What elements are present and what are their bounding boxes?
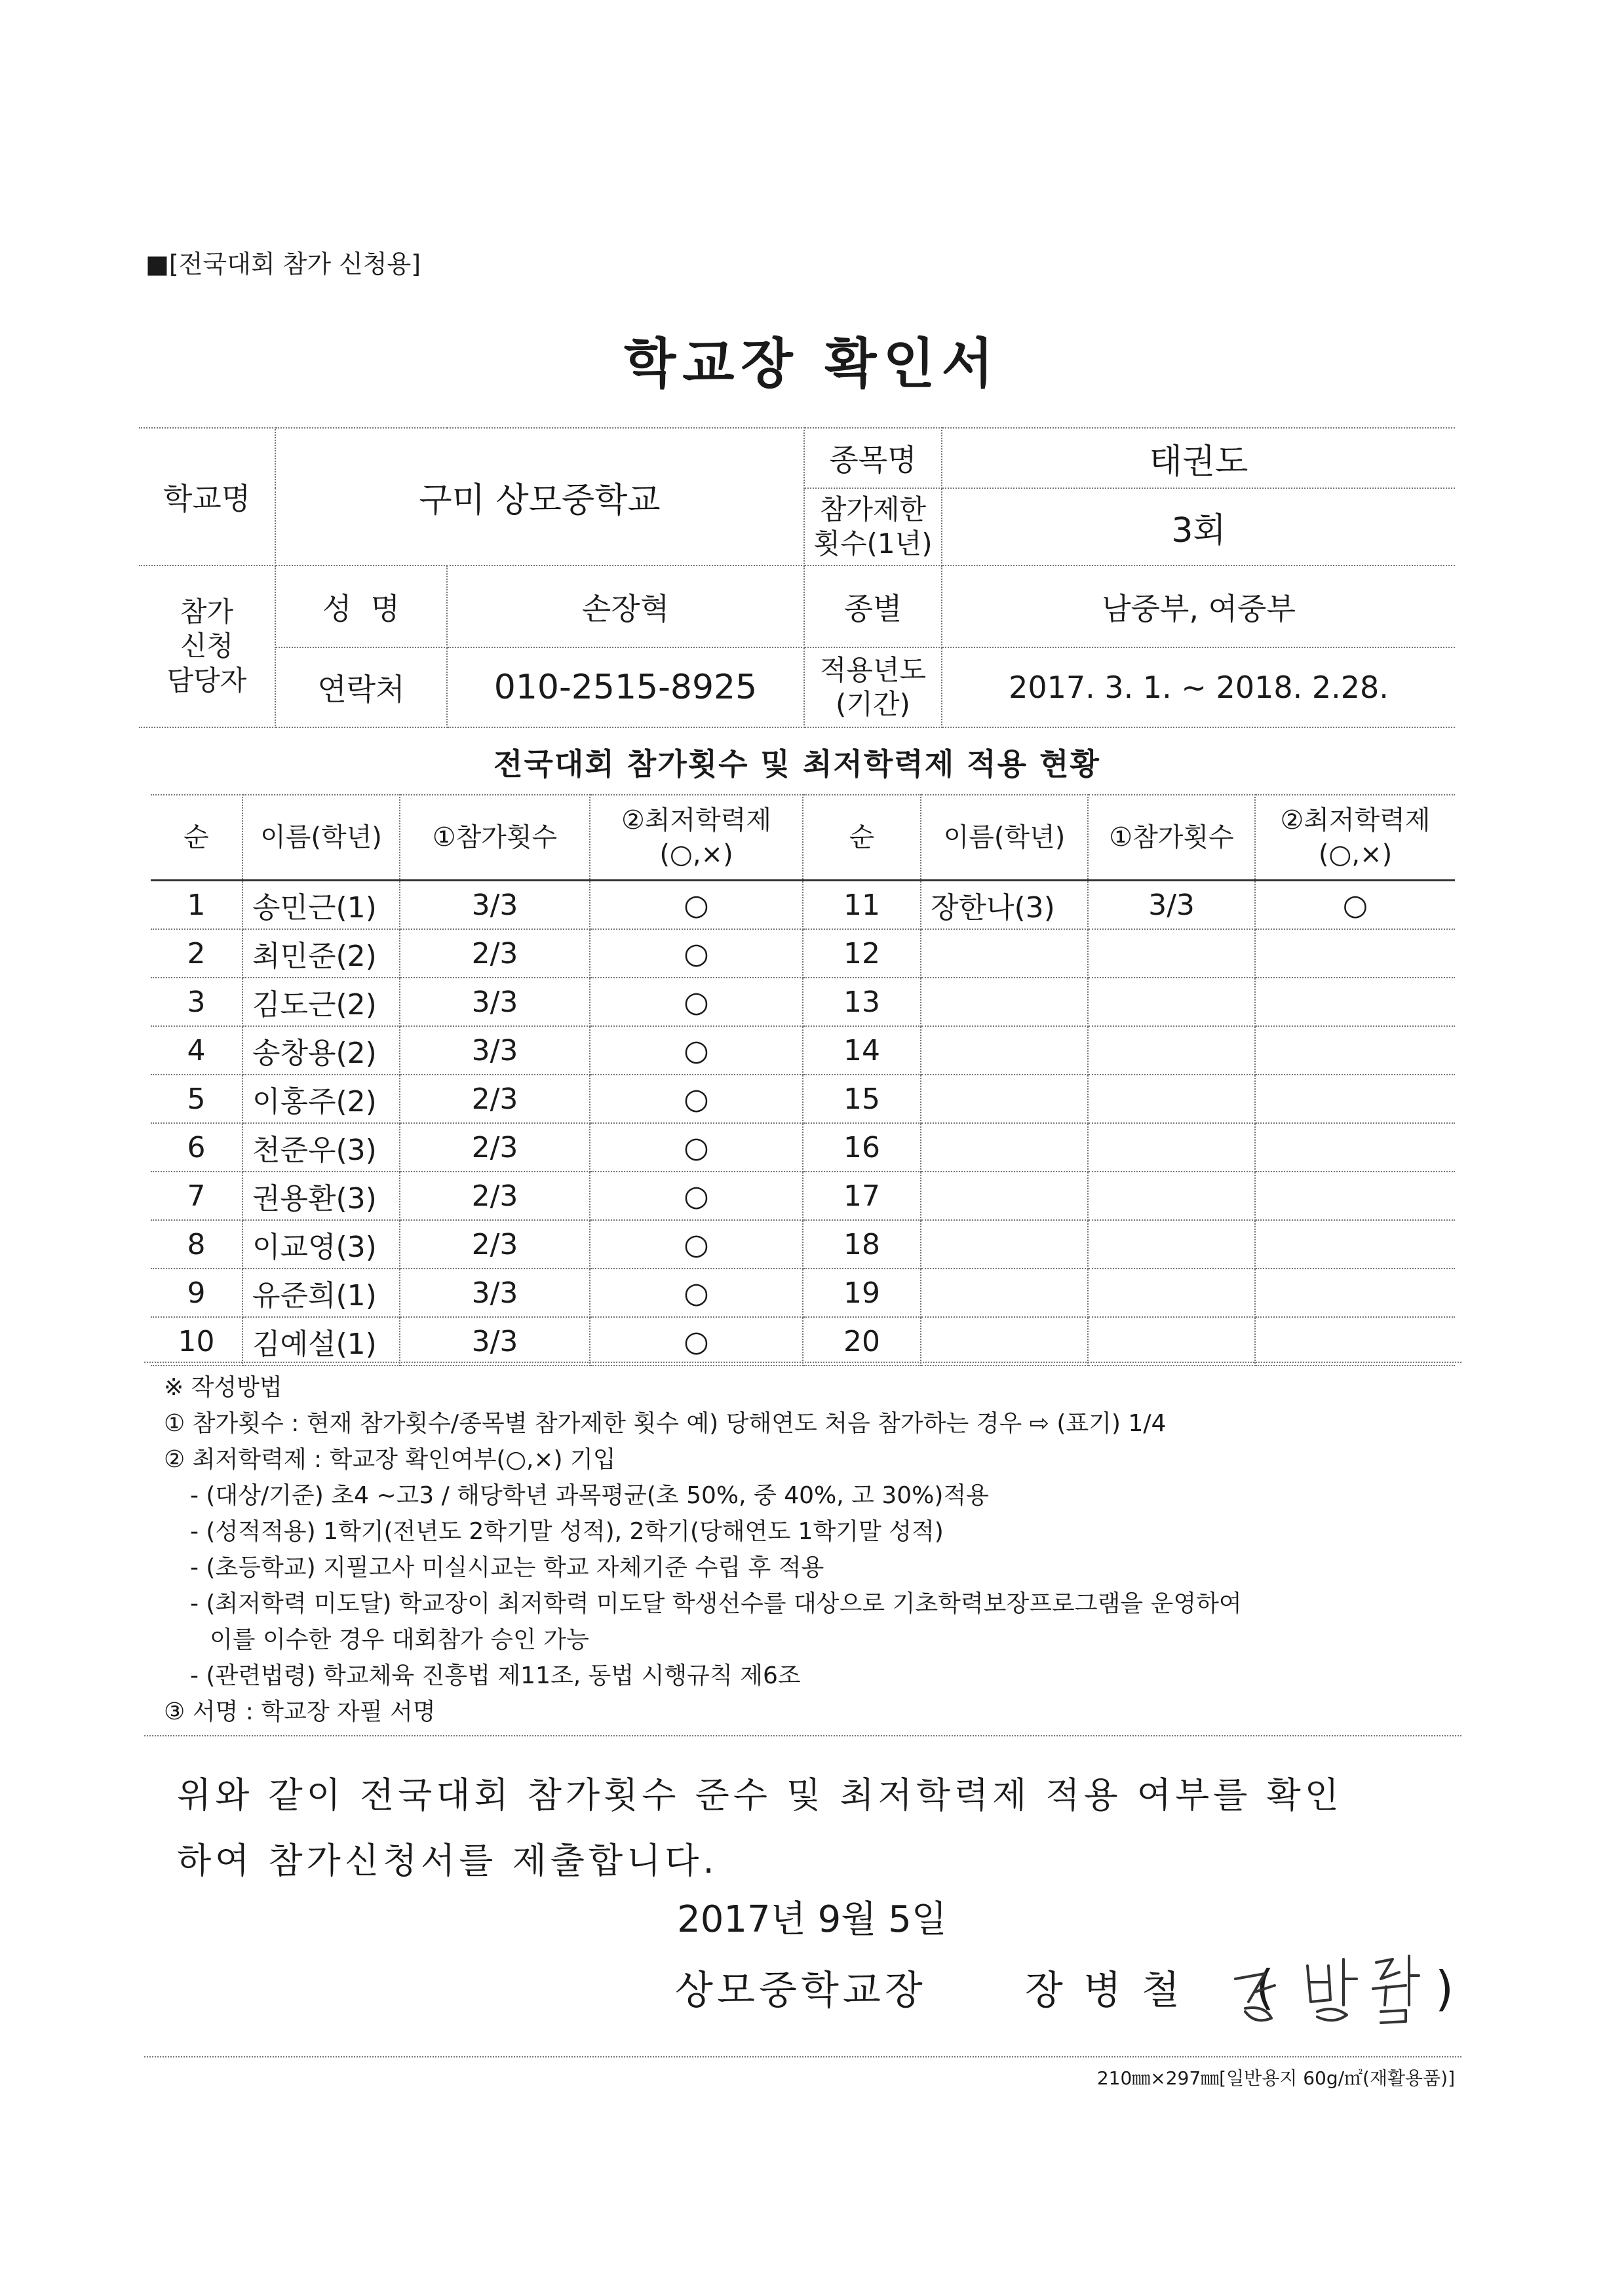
form-tag: ■[전국대회 참가 신청용] bbox=[145, 250, 421, 278]
participation-count-right bbox=[1088, 1026, 1255, 1075]
row-no-left: 5 bbox=[151, 1075, 242, 1123]
participation-count-left: 3/3 bbox=[400, 1026, 590, 1075]
participation-count-left: 2/3 bbox=[400, 1172, 590, 1220]
min-standard-left: ○ bbox=[590, 929, 803, 978]
name-label: 성 명 bbox=[275, 565, 447, 647]
note-law: - (관련법령) 학교체육 진흥법 제11조, 동법 시행규칙 제6조 bbox=[190, 1662, 801, 1689]
participation-count-left: 2/3 bbox=[400, 929, 590, 978]
contact-label: 연락처 bbox=[275, 647, 447, 727]
student-name-left: 이홍주(2) bbox=[242, 1075, 400, 1123]
note-sign: ③ 서명 : 학교장 자필 서명 bbox=[164, 1698, 436, 1725]
school-name: 구미 상모중학교 bbox=[275, 428, 804, 565]
student-name-left: 송민근(1) bbox=[242, 881, 400, 930]
table-row bbox=[151, 881, 1455, 930]
student-name-left: 이교영(3) bbox=[242, 1220, 400, 1269]
table-header-row bbox=[151, 795, 1455, 881]
min-standard-right bbox=[1255, 1026, 1455, 1075]
student-name-right bbox=[921, 1269, 1088, 1317]
student-name-right: 장한나(3) bbox=[921, 881, 1088, 930]
division-value: 남중부, 여중부 bbox=[942, 565, 1455, 647]
min-standard-left: ○ bbox=[590, 978, 803, 1026]
limit-label-line1: 참가제한 bbox=[819, 493, 927, 526]
student-name-right bbox=[921, 1075, 1088, 1123]
period-label-line1: 적용년도 bbox=[819, 653, 927, 686]
student-name-left: 권용환(3) bbox=[242, 1172, 400, 1220]
student-name-right bbox=[921, 1026, 1088, 1075]
row-no-right: 15 bbox=[803, 1075, 921, 1123]
paper-spec: 210㎜×297㎜[일반용지 60g/㎡(재활용품)] bbox=[1096, 2067, 1455, 2089]
min-standard-left: ○ bbox=[590, 1269, 803, 1317]
row-no-left: 9 bbox=[151, 1269, 242, 1317]
participation-count-left: 2/3 bbox=[400, 1220, 590, 1269]
min-standard-right bbox=[1255, 1123, 1455, 1172]
header-name-right: 이름(학년) bbox=[921, 795, 1088, 881]
note-below-min: - (최저학력 미도달) 학교장이 최저학력 미도달 학생선수를 대상으로 기초학력보장프로그램을 운영하여 bbox=[190, 1590, 1242, 1617]
participation-count-left: 3/3 bbox=[400, 881, 590, 930]
event-value: 태권도 bbox=[942, 428, 1455, 488]
table-title: 전국대회 참가횟수 및 최저학력제 적용 현황 bbox=[493, 746, 1100, 782]
table-row bbox=[151, 1317, 1455, 1366]
signer-title: 상모중학교장 bbox=[675, 1968, 927, 2014]
participation-count-left: 3/3 bbox=[400, 978, 590, 1026]
table-row bbox=[151, 978, 1455, 1026]
participation-count-right: 3/3 bbox=[1088, 881, 1255, 930]
period-label bbox=[804, 647, 942, 727]
table-row bbox=[151, 1075, 1455, 1123]
table-row bbox=[151, 1172, 1455, 1220]
note-elementary: - (초등학교) 지필고사 미실시교는 학교 자체기준 수립 후 적용 bbox=[190, 1554, 824, 1581]
participation-count-right bbox=[1088, 929, 1255, 978]
student-name-right bbox=[921, 1317, 1088, 1366]
participant-rows bbox=[151, 881, 1455, 1366]
min-standard-left: ○ bbox=[590, 1075, 803, 1123]
header-min-left bbox=[590, 795, 803, 881]
event-label: 종목명 bbox=[804, 428, 942, 488]
row-no-right: 14 bbox=[803, 1026, 921, 1075]
divider-bottom-notes bbox=[144, 1735, 1461, 1736]
student-name-left: 송창용(2) bbox=[242, 1026, 400, 1075]
participation-count-left: 2/3 bbox=[400, 1123, 590, 1172]
row-no-left: 8 bbox=[151, 1220, 242, 1269]
min-standard-right: ○ bbox=[1255, 881, 1455, 930]
min-standard-right bbox=[1255, 1269, 1455, 1317]
manager-label bbox=[139, 565, 275, 727]
signature-drawing bbox=[1209, 1940, 1458, 2031]
participation-count-right bbox=[1088, 1172, 1255, 1220]
participant-table bbox=[151, 794, 1455, 1366]
min-standard-left: ○ bbox=[590, 1172, 803, 1220]
header-count-right: ①참가횟수 bbox=[1088, 795, 1255, 881]
name-value: 손장혁 bbox=[447, 565, 804, 647]
statement-line1: 위와 같이 전국대회 참가횟수 준수 및 최저학력제 적용 여부를 확인 bbox=[177, 1774, 1343, 1816]
header-min-left-line2: (○,×) bbox=[659, 839, 733, 870]
divider-top-notes bbox=[144, 1362, 1461, 1363]
row-no-left: 1 bbox=[151, 881, 242, 930]
student-name-right bbox=[921, 1220, 1088, 1269]
row-no-left: 6 bbox=[151, 1123, 242, 1172]
manager-label-line1: 참가 bbox=[180, 595, 234, 628]
statement-line2: 하여 참가신청서를 제출합니다. bbox=[177, 1840, 718, 1881]
signer-name: 장 병 철 bbox=[1024, 1968, 1184, 2014]
student-name-right bbox=[921, 1123, 1088, 1172]
header-min-right bbox=[1255, 795, 1455, 881]
table-row bbox=[151, 1123, 1455, 1172]
manager-label-line2: 신청 bbox=[180, 630, 234, 662]
row-no-right: 17 bbox=[803, 1172, 921, 1220]
row-no-left: 10 bbox=[151, 1317, 242, 1366]
note-count: ① 참가횟수 : 현재 참가횟수/종목별 참가제한 횟수 예) 당해연도 처음 참가하는 경우 ⇨ (표기) 1/4 bbox=[164, 1410, 1167, 1437]
participation-count-left: 3/3 bbox=[400, 1269, 590, 1317]
min-standard-right bbox=[1255, 929, 1455, 978]
period-value: 2017. 3. 1. ~ 2018. 2.28. bbox=[942, 647, 1455, 727]
manager-label-line3: 담당자 bbox=[166, 664, 247, 697]
min-standard-right bbox=[1255, 1220, 1455, 1269]
row-no-left: 4 bbox=[151, 1026, 242, 1075]
note-target: - (대상/기준) 초4 ~고3 / 해당학년 과목평균(초 50%, 중 40%, 고 30%)적용 bbox=[190, 1482, 989, 1509]
row-no-right: 18 bbox=[803, 1220, 921, 1269]
header-no-right: 순 bbox=[803, 795, 921, 881]
paren-close: ) bbox=[1435, 1961, 1454, 2016]
table-row bbox=[151, 1269, 1455, 1317]
participation-count-right bbox=[1088, 978, 1255, 1026]
limit-label bbox=[804, 488, 942, 565]
division-label: 종별 bbox=[804, 565, 942, 647]
participation-count-left: 2/3 bbox=[400, 1075, 590, 1123]
student-name-left: 천준우(3) bbox=[242, 1123, 400, 1172]
min-standard-right bbox=[1255, 1075, 1455, 1123]
header-no-left: 순 bbox=[151, 795, 242, 881]
min-standard-right bbox=[1255, 1172, 1455, 1220]
header-name-left: 이름(학년) bbox=[242, 795, 400, 881]
row-no-right: 16 bbox=[803, 1123, 921, 1172]
note-below-min-cont: 이를 이수한 경우 대회참가 승인 가능 bbox=[210, 1626, 589, 1653]
min-standard-left: ○ bbox=[590, 881, 803, 930]
row-no-right: 19 bbox=[803, 1269, 921, 1317]
min-standard-left: ○ bbox=[590, 1317, 803, 1366]
document-title: 학교장 확인서 bbox=[624, 333, 1000, 395]
row-no-right: 11 bbox=[803, 881, 921, 930]
min-standard-left: ○ bbox=[590, 1123, 803, 1172]
header-min-right-line2: (○,×) bbox=[1318, 839, 1393, 870]
notes bbox=[164, 1369, 1475, 1730]
row-no-left: 2 bbox=[151, 929, 242, 978]
limit-label-line2: 횟수(1년) bbox=[813, 527, 933, 560]
participation-count-right bbox=[1088, 1123, 1255, 1172]
student-name-left: 김예설(1) bbox=[242, 1317, 400, 1366]
participation-count-right bbox=[1088, 1075, 1255, 1123]
limit-value: 3회 bbox=[942, 488, 1455, 565]
note-grade: - (성적적용) 1학기(전년도 2학기말 성적), 2학기(당해연도 1학기말 성적) bbox=[190, 1518, 944, 1545]
contact-value: 010-2515-8925 bbox=[447, 647, 804, 727]
participation-count-right bbox=[1088, 1269, 1255, 1317]
signer bbox=[675, 1959, 1278, 2016]
handwritten-signature bbox=[1209, 1940, 1458, 2031]
submission-date: 2017년 9월 5일 bbox=[677, 1898, 947, 1941]
table-row bbox=[151, 1220, 1455, 1269]
period-label-line2: (기간) bbox=[836, 688, 910, 720]
note-min: ② 최저학력제 : 학교장 확인여부(○,×) 기입 bbox=[164, 1446, 616, 1473]
table-row bbox=[151, 929, 1455, 978]
row-no-left: 7 bbox=[151, 1172, 242, 1220]
student-name-left: 유준희(1) bbox=[242, 1269, 400, 1317]
row-no-right: 20 bbox=[803, 1317, 921, 1366]
notes-heading: ※ 작성방법 bbox=[164, 1374, 282, 1401]
table-row bbox=[151, 1026, 1455, 1075]
statement bbox=[177, 1763, 1461, 1894]
row-no-left: 3 bbox=[151, 978, 242, 1026]
divider-footer bbox=[144, 2056, 1461, 2057]
participation-count-left: 3/3 bbox=[400, 1317, 590, 1366]
header-count-left: ①참가횟수 bbox=[400, 795, 590, 881]
header-min-left-line1: ②최저학력제 bbox=[621, 805, 772, 835]
min-standard-right bbox=[1255, 978, 1455, 1026]
participation-count-right bbox=[1088, 1220, 1255, 1269]
participation-count-right bbox=[1088, 1317, 1255, 1366]
min-standard-right bbox=[1255, 1317, 1455, 1366]
min-standard-left: ○ bbox=[590, 1026, 803, 1075]
student-name-right bbox=[921, 1172, 1088, 1220]
min-standard-left: ○ bbox=[590, 1220, 803, 1269]
header-min-right-line1: ②최저학력제 bbox=[1280, 805, 1431, 835]
school-label: 학교명 bbox=[139, 428, 275, 565]
student-name-right bbox=[921, 929, 1088, 978]
info-table bbox=[139, 427, 1455, 728]
paren-open: ( bbox=[1256, 1960, 1279, 2015]
student-name-left: 김도근(2) bbox=[242, 978, 400, 1026]
row-no-right: 12 bbox=[803, 929, 921, 978]
row-no-right: 13 bbox=[803, 978, 921, 1026]
student-name-left: 최민준(2) bbox=[242, 929, 400, 978]
student-name-right bbox=[921, 978, 1088, 1026]
